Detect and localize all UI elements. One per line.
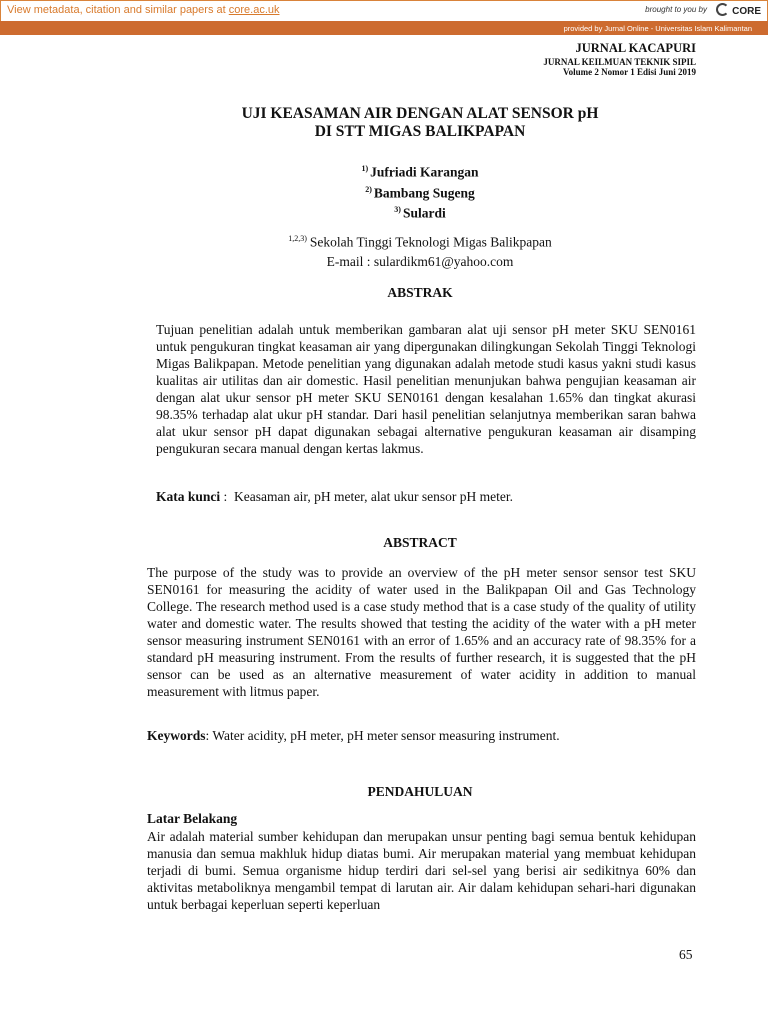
author-2-mark: 2) (365, 184, 372, 194)
paper-title (0, 105, 768, 141)
author-1-mark: 1) (361, 164, 369, 173)
core-metadata-label: View metadata, citation and similar papers at (7, 4, 229, 16)
journal-name: JURNAL KACAPURI (575, 41, 696, 55)
author-2 (0, 181, 768, 202)
provided-by-text: provided by Jurnal Online - Universitas Islam Kalimantan (563, 24, 752, 33)
journal-issue: Volume 2 Nomor 1 Edisi Juni 2019 (562, 67, 696, 77)
affiliation-institution: Sekolah Tinggi Teknologi Migas Balikpapan (309, 234, 552, 250)
brought-by-text (645, 5, 707, 14)
abstract-keywords-label: Keywords (147, 728, 206, 743)
abstrak-keywords-label: Kata kunci (156, 489, 221, 504)
author-1-name: Jufriadi Karangan (370, 164, 479, 180)
introduction-heading: PENDAHULUAN (367, 784, 473, 799)
affiliation-email: E-mail : sulardikm61@yahoo.com (326, 253, 514, 269)
core-link[interactable]: core.ac.uk (228, 4, 280, 16)
abstract-keywords-text: Water acidity, pH meter, pH meter sensor measuring instrument. (212, 728, 560, 743)
brought-by-label: brought to you by (645, 5, 707, 14)
abstrak-keywords-text: Keasaman air, pH meter, alat ukur sensor pH meter. (234, 489, 513, 504)
paper-title-line1: UJI KEASAMAN AIR DENGAN ALAT SENSOR pH (241, 105, 599, 122)
journal-subtitle: JURNAL KEILMUAN TEKNIK SIPIL (543, 57, 696, 67)
provided-by-bar (0, 21, 768, 35)
introduction-body: Air adalah material sumber kehidupan dan merupakan unsur penting bagi semua bentuk kehidupan manusia dan semua makhluk hidup diatas bumi. Air merupakan material yang membuat kehidupan terjadi di bumi. Semua organisme hidup terdiri dari sel-sel yang berisi air sedikitnya 60% dan aktivitas metaboliknya mengambil tempat di larutan air. Air dalam kehidupan sehari-hari digunakan untuk berbagai keperluan seperti keperluan (147, 829, 696, 912)
abstract-keywords (147, 728, 696, 744)
author-2-name: Bambang Sugeng (373, 185, 475, 200)
author-3-name: Sulardi (402, 205, 446, 221)
affiliation (0, 229, 768, 271)
abstrak-keywords-separator: : (220, 489, 235, 504)
author-3 (0, 201, 768, 222)
abstrak-keywords (156, 489, 696, 505)
page-number: 65 (679, 947, 693, 962)
affiliation-institution-line (0, 229, 768, 252)
core-logo-text: CORE (732, 6, 761, 17)
core-metadata-text (7, 4, 280, 16)
author-list (0, 160, 768, 222)
core-banner (0, 0, 768, 21)
affiliation-mark: 1,2,3) (288, 234, 307, 243)
journal-header (543, 41, 696, 77)
abstract-body: The purpose of the study was to provide an overview of the pH meter sensor sensor test SKU SEN0161 for measuring the acidity of water used in the Balikpapan Oil and Gas Technology College. The research method used is a case study method that is a case study of the quality of utility water and domestic water. The results showed that testing the acidity of the water with a pH meter sensor measuring instrument SEN0161 with an error of 1.65% and an accuracy rate of 98.35% for a standard pH measuring instrument. From the results of further research, it is suggested that the pH sensor can be used as an alternative measurement of water acidity in addition to manual measurement with litmus paper. (147, 565, 696, 699)
abstrak-body: Tujuan penelitian adalah untuk memberikan gambaran alat uji sensor pH meter SKU SEN0161 untuk pengukuran tingkat keasaman air yang dipergunakan dilingkungan Sekolah Tinggi Teknologi Migas Balikpapan. Metode penelitian yang digunakan adalah metode studi kasus yakni studi kasus kualitas air utilitas dan air domestic. Hasil penelitian menunjukan bahwa pengujian keasaman air dengan alat ukur sensor pH meter SKU SEN0161 dengan kesalahan 1.65% dan tingkat akurasi 98.35% terhadap alat ukur pH standar. Dari hasil penelitian selanjutnya memberikan saran bahwa alat ukur sensor pH dapat digunakan sebagai alternative pengukuran keasaman air disamping pengukuran secara manual dengan kertas lakmus. (156, 322, 696, 456)
author-1 (0, 160, 768, 181)
abstract-heading: ABSTRACT (383, 535, 457, 550)
abstract-keywords-separator: : (205, 728, 213, 743)
abstrak-heading: ABSTRAK (387, 285, 453, 300)
introduction-subheading: Latar Belakang (147, 811, 238, 826)
paper-title-line2: DI STT MIGAS BALIKPAPAN (314, 123, 526, 140)
author-3-mark: 3) (394, 205, 401, 214)
core-logo-icon (716, 3, 729, 16)
core-logo[interactable] (716, 3, 761, 17)
